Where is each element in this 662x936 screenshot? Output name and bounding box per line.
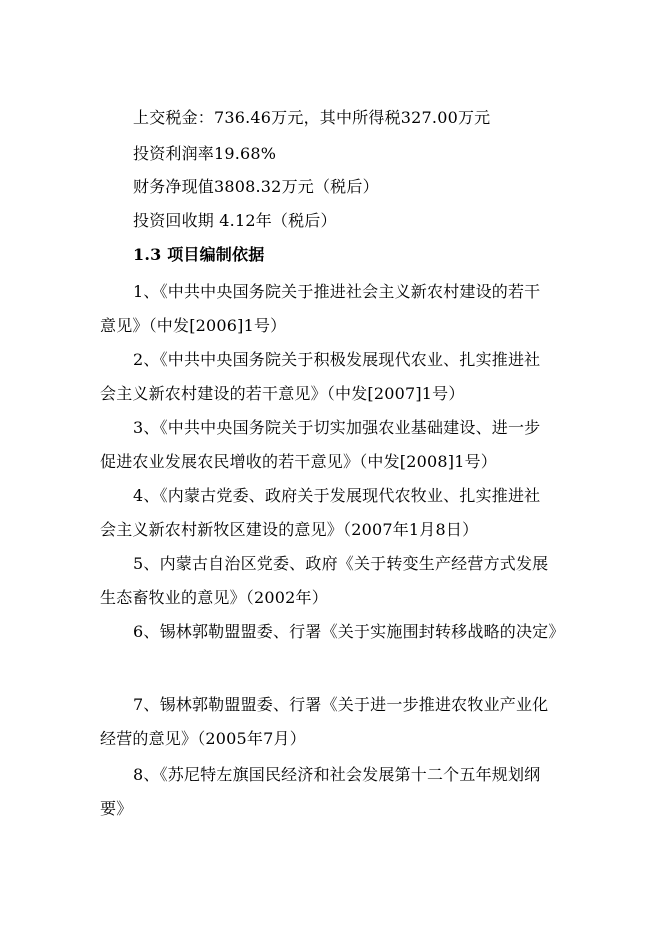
- list-item-line: 3、《中共中央国务院关于切实加强农业基础建设、进一步: [133, 418, 541, 437]
- list-item-line: 会主义新农村建设的若干意见》（中发[2007]1号）: [100, 384, 465, 403]
- list-item-line: 会主义新农村新牧区建设的意见》（2007年1月8日）: [100, 520, 479, 539]
- list-item-line: 7、锡林郭勒盟盟委、行署《关于进一步推进农牧业产业化: [133, 695, 549, 714]
- section-heading: 1.3 项目编制依据: [133, 245, 265, 264]
- npv-summary: 财务净现值3808.32万元（税后）: [133, 177, 379, 196]
- tax-summary: 上交税金：736.46万元，其中所得税327.00万元: [133, 108, 491, 127]
- list-item-line: 1、《中共中央国务院关于推进社会主义新农村建设的若干: [133, 282, 541, 301]
- list-item-line: 意见》（中发[2006]1号）: [100, 316, 287, 335]
- list-item-line: 8、《苏尼特左旗国民经济和社会发展第十二个五年规划纲: [133, 765, 541, 784]
- list-item-line: 生态畜牧业的意见》（2002年）: [100, 588, 328, 607]
- list-item-line: 4、《内蒙古党委、政府关于发展现代农牧业、扎实推进社: [133, 486, 541, 505]
- list-item-line: 2、《中共中央国务院关于积极发展现代农业、扎实推进社: [133, 350, 541, 369]
- list-item-line: 促进农业发展农民增收的若干意见》（中发[2008]1号）: [100, 452, 497, 471]
- list-item-line: 5、内蒙古自治区党委、政府《关于转变生产经营方式发展: [133, 554, 549, 573]
- payback-summary: 投资回收期 4.12年（税后）: [133, 211, 337, 230]
- list-item-line: 要》: [100, 799, 133, 818]
- list-item-line: 6、锡林郭勒盟盟委、行署《关于实施围封转移战略的决定》: [133, 622, 565, 641]
- list-item-line: 经营的意见》（2005年7月）: [100, 729, 306, 748]
- roi-summary: 投资利润率19.68%: [133, 144, 277, 163]
